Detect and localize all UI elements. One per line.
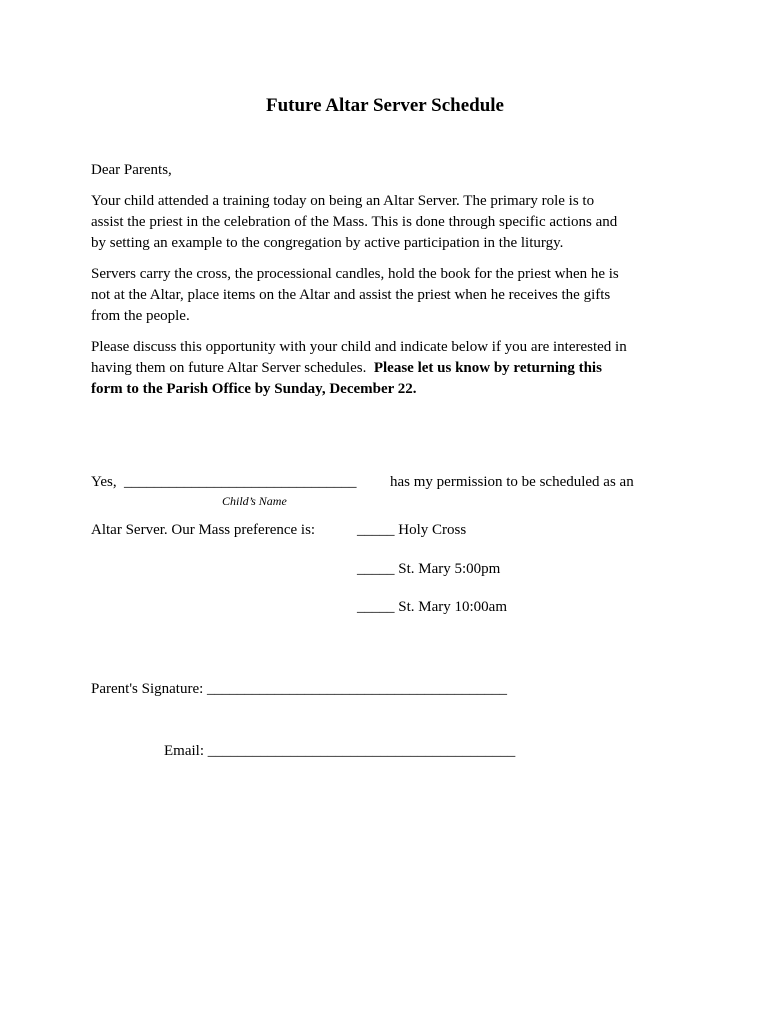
paragraph-text: having them on future Altar Server schedules. bbox=[91, 360, 367, 376]
paragraph-line: by setting an example to the congregation by active participation in the liturgy. bbox=[91, 235, 564, 251]
paragraph-line bbox=[91, 358, 691, 379]
paragraph-role bbox=[91, 191, 691, 254]
option-st-mary-5pm-label: St. Mary 5:00pm bbox=[398, 561, 501, 577]
option-st-mary-10am-blank[interactable]: _____ bbox=[357, 599, 395, 615]
paragraph-line: Servers carry the cross, the processional candles, hold the book for the priest when he is bbox=[91, 266, 619, 282]
child-name-field[interactable]: _______________________________ bbox=[124, 474, 357, 490]
signature-row bbox=[91, 679, 507, 699]
option-holy-cross-label: Holy Cross bbox=[398, 522, 467, 538]
paragraph-duties bbox=[91, 264, 691, 327]
option-st-mary-10am bbox=[357, 597, 507, 617]
paragraph-line: assist the priest in the celebration of the Mass. This is done through specific actions and bbox=[91, 214, 618, 230]
email-field[interactable]: _________________________________________ bbox=[207, 743, 516, 759]
option-st-mary-5pm-blank[interactable]: _____ bbox=[357, 561, 395, 577]
paragraph-request bbox=[91, 337, 691, 400]
option-holy-cross-blank[interactable]: _____ bbox=[357, 522, 395, 538]
paragraph-line: not at the Altar, place items on the Altar and assist the priest when he receives the gifts bbox=[91, 287, 611, 303]
option-st-mary-5pm bbox=[357, 559, 500, 579]
signature-field[interactable]: ________________________________________ bbox=[207, 681, 508, 697]
paragraph-line: from the people. bbox=[91, 308, 190, 324]
greeting: Dear Parents, bbox=[91, 162, 172, 178]
child-name-caption: Child’s Name bbox=[222, 494, 287, 508]
email-row bbox=[164, 741, 515, 761]
option-holy-cross bbox=[357, 520, 466, 540]
paragraph-line: Your child attended a training today on being an Altar Server. The primary role is to bbox=[91, 193, 595, 209]
yes-label: Yes, bbox=[91, 474, 117, 490]
return-instruction: Please let us know by returning this bbox=[373, 360, 602, 376]
signature-label: Parent's Signature: bbox=[91, 681, 204, 697]
paragraph-line: Please discuss this opportunity with your child and indicate below if you are interested in bbox=[91, 339, 627, 355]
page-title: Future Altar Server Schedule bbox=[265, 95, 504, 116]
permission-text: has my permission to be scheduled as an bbox=[390, 474, 634, 490]
email-label: Email: bbox=[164, 743, 204, 759]
option-st-mary-10am-label: St. Mary 10:00am bbox=[398, 599, 507, 615]
mass-preference-label: Altar Server. Our Mass preference is: bbox=[91, 522, 316, 538]
return-deadline: form to the Parish Office by Sunday, December 22. bbox=[91, 381, 417, 397]
